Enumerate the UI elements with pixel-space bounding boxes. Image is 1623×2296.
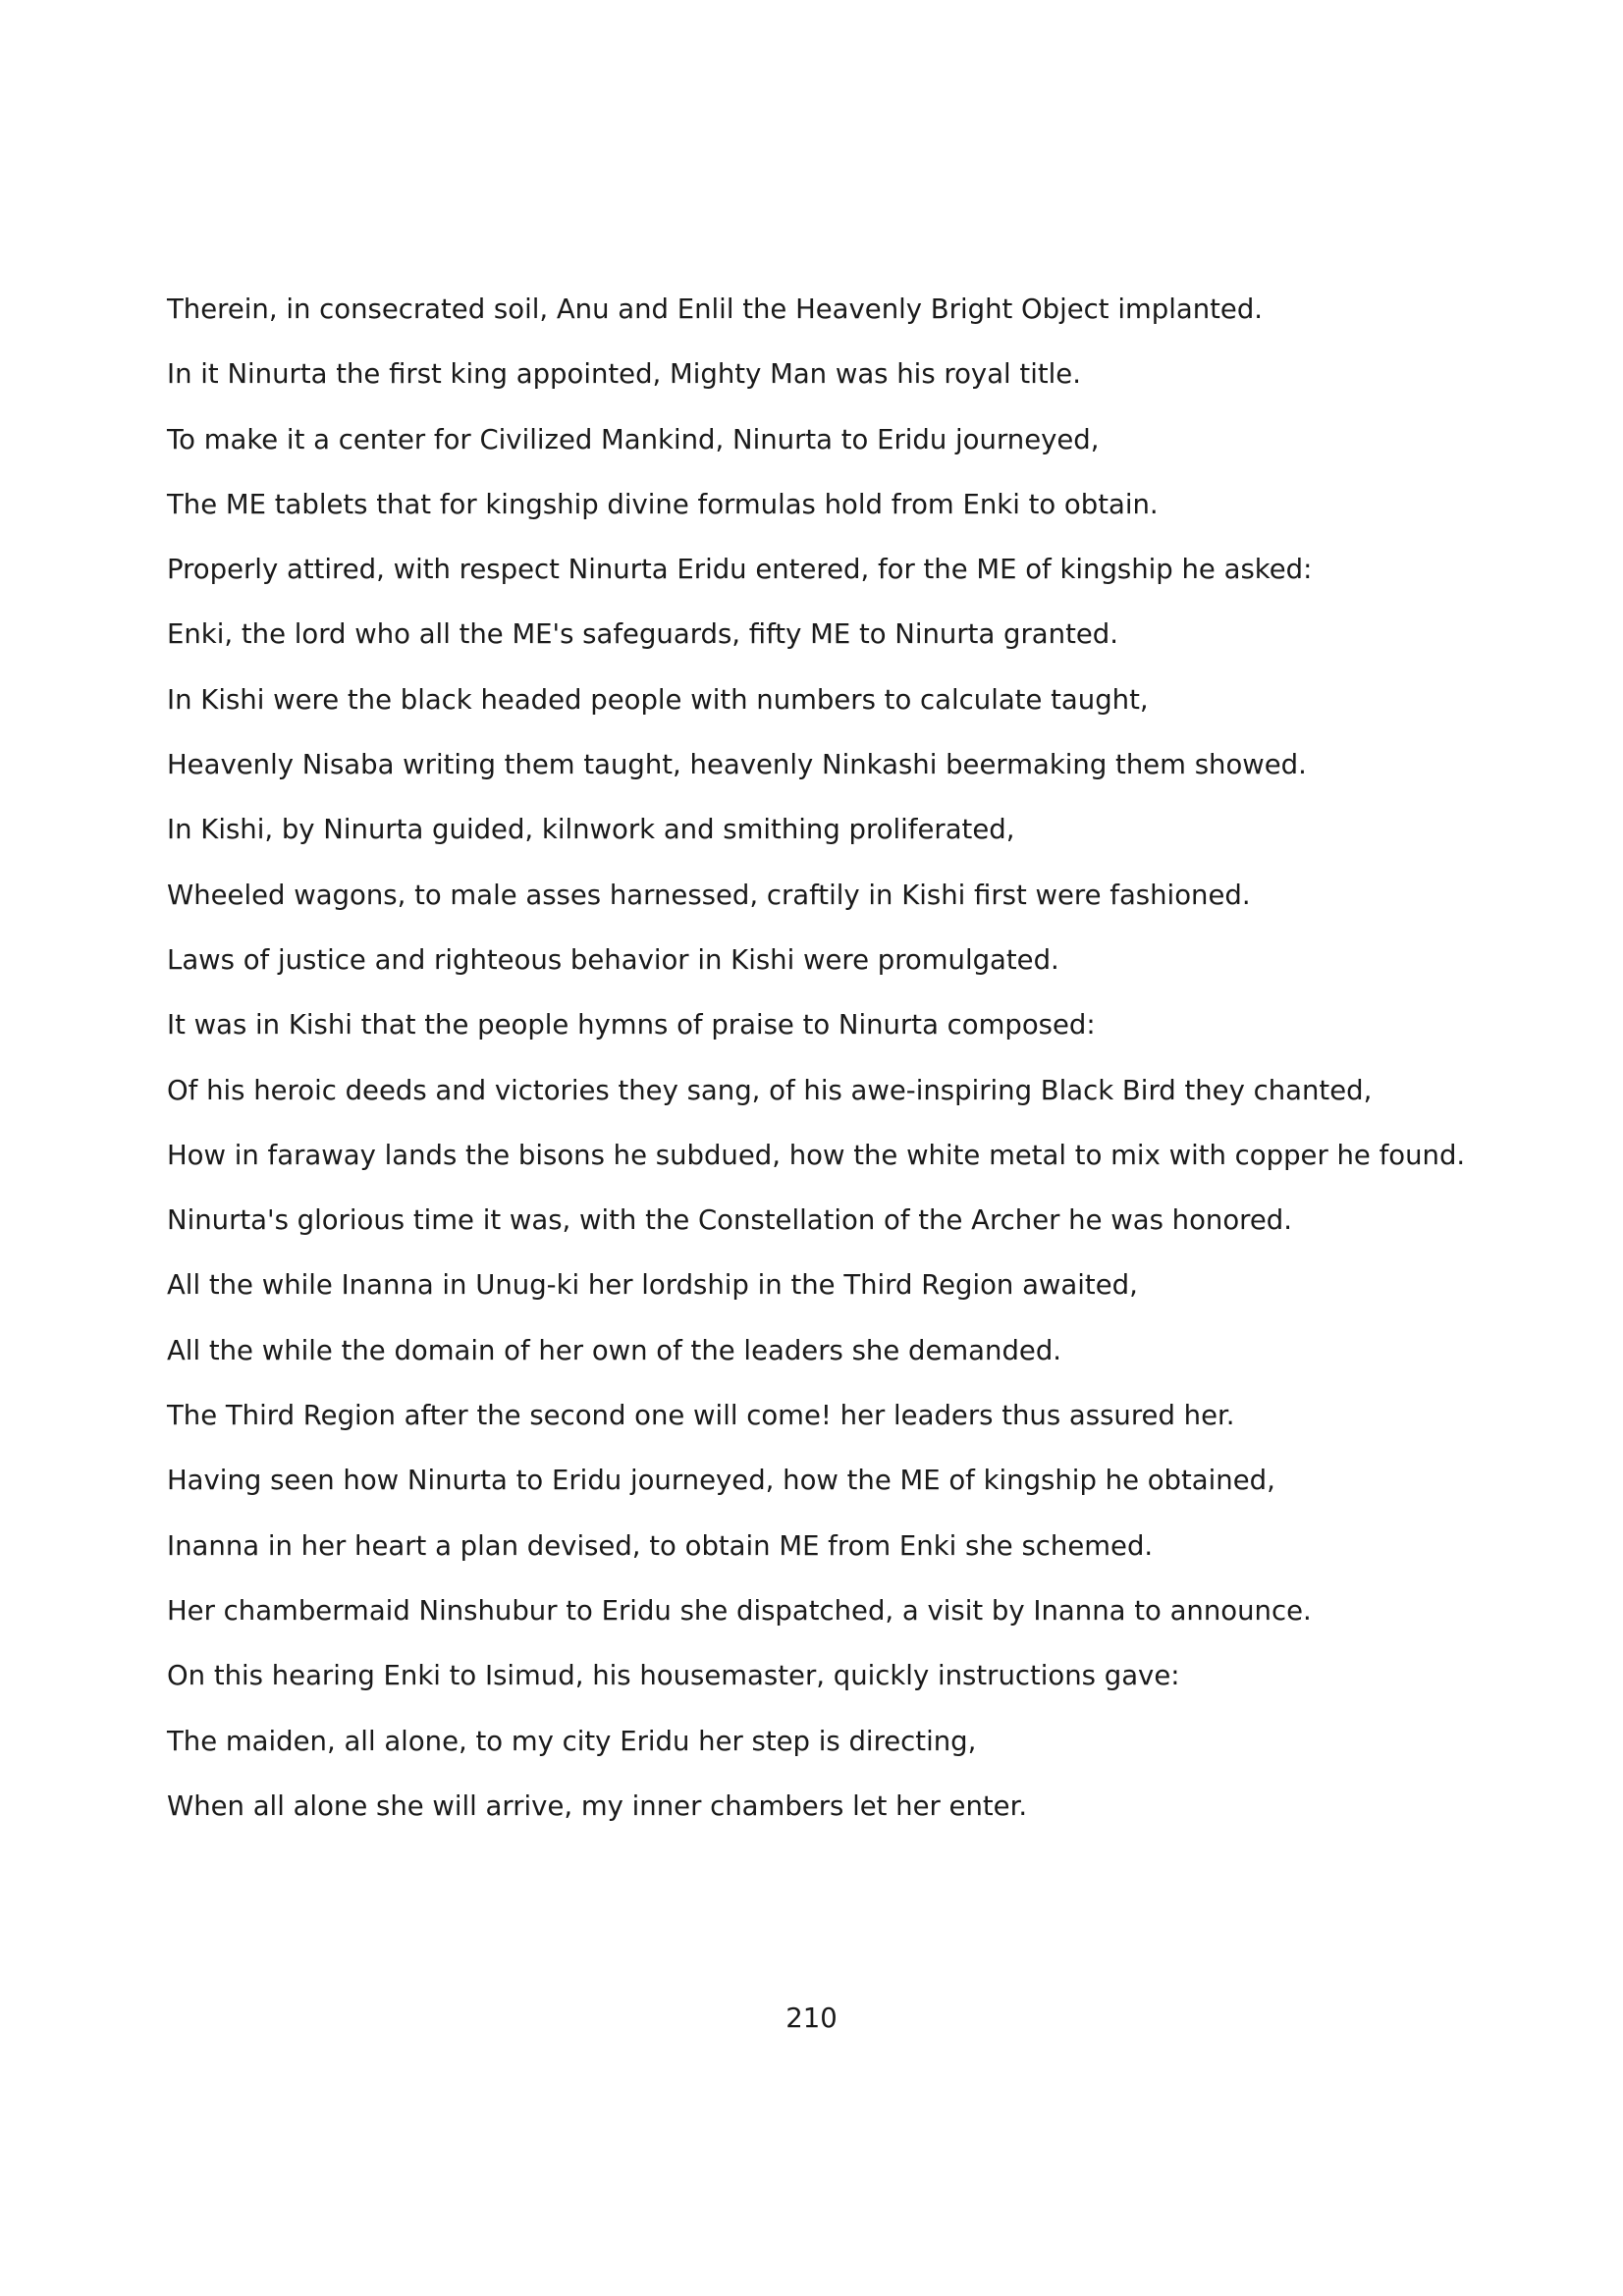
text-line: In Kishi were the black headed people with numbers to calculate taught, xyxy=(167,683,1149,716)
text-line: Laws of justice and righteous behavior in Kishi were promulgated. xyxy=(167,943,1059,976)
text-line: Enki, the lord who all the ME's safeguards, fifty ME to Ninurta granted. xyxy=(167,618,1118,651)
text-line: The maiden, all alone, to my city Eridu her step is directing, xyxy=(167,1725,977,1757)
text-line: All the while Inanna in Unug-ki her lordship in the Third Region awaited, xyxy=(167,1269,1138,1302)
text-line: All the while the domain of her own of the leaders she demanded. xyxy=(167,1334,1062,1366)
text-line: Of his heroic deeds and victories they sang, of his awe-inspiring Black Bird they chanted, xyxy=(167,1074,1373,1106)
text-line: Therein, in consecrated soil, Anu and Enlil the Heavenly Bright Object implanted. xyxy=(167,294,1264,325)
text-line: It was in Kishi that the people hymns of praise to Ninurta composed: xyxy=(167,1009,1096,1041)
text-line: Properly attired, with respect Ninurta Eridu entered, for the ME of kingship he asked: xyxy=(167,554,1313,586)
text-line: The ME tablets that for kingship divine formulas hold from Enki to obtain. xyxy=(167,488,1159,520)
text-line: Having seen how Ninurta to Eridu journeyed, how the ME of kingship he obtained, xyxy=(167,1465,1275,1497)
text-line: Inanna in her heart a plan devised, to obtain ME from Enki she schemed. xyxy=(167,1529,1154,1562)
text-line: The Third Region after the second one will come! her leaders thus assured her. xyxy=(167,1400,1235,1432)
page-number: 210 xyxy=(785,2002,838,2034)
text-line: In Kishi, by Ninurta guided, kilnwork and smithing proliferated, xyxy=(167,814,1015,846)
text-line: Wheeled wagons, to male asses harnessed, craftily in Kishi first were fashioned. xyxy=(167,879,1251,911)
text-line: Her chambermaid Ninshubur to Eridu she dispatched, a visit by Inanna to announce. xyxy=(167,1594,1312,1627)
text-line: When all alone she will arrive, my inner chambers let her enter. xyxy=(167,1789,1028,1822)
text-line: How in faraway lands the bisons he subdued, how the white metal to mix with copper he found. xyxy=(167,1139,1466,1171)
text-line: In it Ninurta the first king appointed, Mighty Man was his royal title. xyxy=(167,358,1081,391)
text-line: Heavenly Nisaba writing them taught, heavenly Ninkashi beermaking them showed. xyxy=(167,749,1307,781)
poem-text-block xyxy=(167,277,1542,1839)
text-line: Ninurta's glorious time it was, with the Constellation of the Archer he was honored. xyxy=(167,1204,1292,1237)
text-line: On this hearing Enki to Isimud, his housemaster, quickly instructions gave: xyxy=(167,1660,1180,1692)
text-line: To make it a center for Civilized Mankind, Ninurta to Eridu journeyed, xyxy=(167,423,1100,455)
